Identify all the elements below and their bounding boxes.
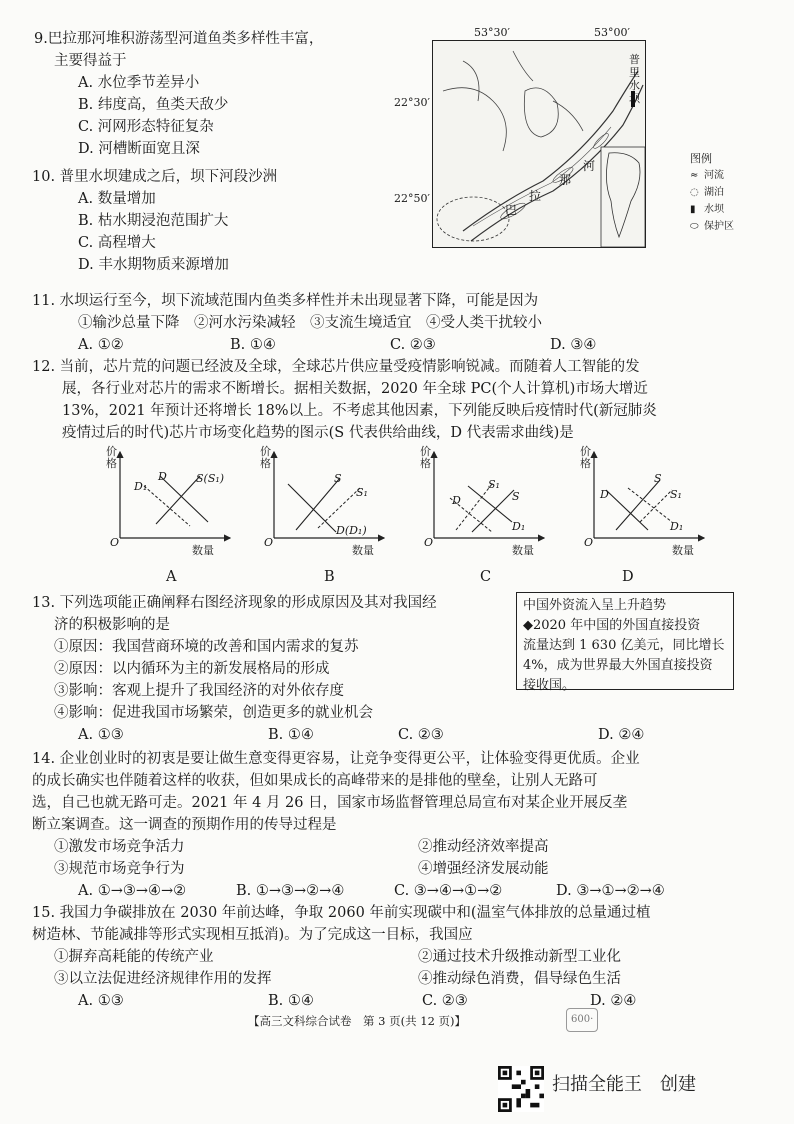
b-origin: O xyxy=(264,536,274,549)
q14-options xyxy=(62,880,665,902)
map-lat-bottom: 22°50′ xyxy=(394,192,430,205)
a-letter: A xyxy=(166,569,177,585)
question-12 xyxy=(32,356,657,444)
q11-stem: 11. 水坝运行至今，坝下流域范围内鱼类多样性并未出现显著下降，可能是因为 xyxy=(32,293,539,309)
fdi-box-line-1: ◆2020 年中国的外国直接投资 xyxy=(523,618,701,633)
q10-option-a: A. 数量增加 xyxy=(78,191,156,207)
q9-option-a: A. 水位季节差异小 xyxy=(78,75,200,91)
dam-symbol-icon: ▮ xyxy=(690,204,696,215)
c-qty: 数量 xyxy=(512,544,534,557)
c-origin: O xyxy=(424,536,434,549)
question-10 xyxy=(32,166,278,276)
q11-options xyxy=(62,334,596,356)
river-name-1: 河 xyxy=(583,159,596,173)
dam-label-4: 坝 xyxy=(629,92,640,105)
b-price-2: 格 xyxy=(260,457,271,470)
a-qty: 数量 xyxy=(192,544,214,557)
legend-river: ≈ 河流 xyxy=(690,167,734,184)
lake-symbol-icon: ◌ xyxy=(690,187,699,198)
q15-option-c: C. ②③ xyxy=(422,993,468,1009)
dam-label-2: 里 xyxy=(629,66,640,79)
page-footer: 【高三文科综合试卷 第 3 页(共 12 页)】 xyxy=(248,1014,467,1028)
fdi-box-line-3: 4%，成为世界最大外国直接投资 xyxy=(523,658,713,673)
q14-line-3: 选，自己也就无路可走。2021 年 4 月 26 日，国家市场监督管理总局宣布对某企业开展反垄 xyxy=(32,795,628,811)
c-s: S xyxy=(512,490,520,503)
d-qty: 数量 xyxy=(672,544,694,557)
diagram-d xyxy=(594,452,704,538)
q9-option-d: D. 河槽断面宽且深 xyxy=(78,141,200,157)
q14-items-row-2 xyxy=(54,858,665,880)
q15-option-b: B. ①④ xyxy=(268,993,314,1009)
q13-option-a: A. ①③ xyxy=(78,727,124,743)
legend-protected: ⬭ 保护区 xyxy=(690,218,734,235)
q14-line-1: 14. 企业创业时的初衷是要让做生意变得更容易，让竞争变得更公平，让体验变得更优质。企业 xyxy=(32,751,640,767)
fdi-info-box xyxy=(516,592,734,693)
q13-item-3: ③影响：客观上提升了我国经济的对外依存度 xyxy=(54,683,344,699)
question-14 xyxy=(32,748,665,902)
map-lon-right: 53°00′ xyxy=(594,26,630,39)
question-11 xyxy=(32,290,597,356)
question-9 xyxy=(34,28,324,160)
q11-option-b: B. ①④ xyxy=(230,337,276,353)
legend-dam: ▮ 水坝 xyxy=(690,201,734,218)
q9-stem-2: 主要得益于 xyxy=(54,53,127,69)
q10-option-d: D. 丰水期物质来源增加 xyxy=(78,257,229,273)
q10-option-c: C. 高程增大 xyxy=(78,235,156,251)
q12-line-1: 12. 当前，芯片荒的问题已经波及全球，全球芯片供应量受疫情影响锐减。而随着人工智能的发 xyxy=(32,359,640,375)
q11-items: ①输沙总量下降 ②河水污染减轻 ③支流生境适宜 ④受人类干扰较小 xyxy=(78,315,542,331)
c-letter: C xyxy=(480,569,492,585)
q15-line-1: 15. 我国力争碳排放在 2030 年前达峰，争取 2060 年前实现碳中和(温室气体排放的总量通过植 xyxy=(32,905,651,921)
legend-title: 图例 xyxy=(690,152,712,165)
d-s: S xyxy=(654,472,662,485)
q13-options xyxy=(62,724,644,746)
q15-option-a: A. ①③ xyxy=(78,993,124,1009)
q14-item-2: ②推动经济效率提高 xyxy=(418,839,549,855)
a-price-1: 价 xyxy=(106,445,117,458)
q13-stem-2: 济的积极影响的是 xyxy=(54,617,170,633)
q15-items-row-1 xyxy=(54,946,651,968)
d-letter: D xyxy=(622,569,634,585)
d-d1: D₁ xyxy=(670,520,684,533)
q11-option-d: D. ③④ xyxy=(550,337,597,353)
question-15 xyxy=(32,902,651,1012)
c-s1: S₁ xyxy=(488,478,500,491)
b-qty: 数量 xyxy=(352,544,374,557)
supply-demand-diagrams xyxy=(100,446,720,586)
scanner-brand: 扫描全能王 创建 xyxy=(552,1074,696,1095)
fdi-box-title: 中国外资流入呈上升趋势 xyxy=(523,598,667,613)
b-letter: B xyxy=(324,569,335,585)
river-name-2: 那 xyxy=(559,173,572,187)
q14-item-4: ④增强经济发展动能 xyxy=(418,861,549,877)
q15-item-3: ③以立法促进经济规律作用的发挥 xyxy=(54,971,272,987)
a-price-2: 格 xyxy=(106,457,117,470)
q15-options xyxy=(62,990,651,1012)
q9-option-c: C. 河网形态特征复杂 xyxy=(78,119,214,135)
q9-option-b: B. 纬度高，鱼类天敌少 xyxy=(78,97,229,113)
b-s: S xyxy=(334,472,342,485)
q12-line-4: 疫情过后的时代)芯片市场变化趋势的图示(S 代表供给曲线，D 代表需求曲线)是 xyxy=(62,425,574,441)
q13-option-c: C. ②③ xyxy=(398,727,444,743)
q15-line-2: 树造林、节能减排等形式实现相互抵消)。为了完成这一目标，我国应 xyxy=(32,927,473,943)
q14-option-c: C. ③→④→①→② xyxy=(394,883,503,899)
dam-label-3: 水 xyxy=(629,79,640,92)
c-d: D xyxy=(452,494,461,507)
fdi-box-line-4: 接收国。 xyxy=(523,678,576,693)
q14-item-1: ①激发市场竞争活力 xyxy=(54,839,185,855)
d-origin: O xyxy=(584,536,594,549)
q13-item-4: ④影响：促进我国市场繁荣，创造更多的就业机会 xyxy=(54,705,373,721)
river-symbol-icon: ≈ xyxy=(690,170,699,181)
q10-stem: 10. 普里水坝建成之后，坝下河段沙洲 xyxy=(32,169,278,185)
map-legend xyxy=(690,150,734,235)
b-s1: S₁ xyxy=(356,486,368,499)
q14-items-row-1 xyxy=(54,836,665,858)
a-ss1: S(S₁) xyxy=(196,472,225,485)
page-stamp: 600· xyxy=(566,1008,598,1032)
q14-option-a: A. ①→③→④→② xyxy=(78,883,187,899)
d-price-1: 价 xyxy=(580,445,591,458)
q15-option-d: D. ②④ xyxy=(590,993,637,1009)
river-map xyxy=(432,40,646,248)
q10-option-b: B. 枯水期浸泡范围扩大 xyxy=(78,213,229,229)
d-price-2: 格 xyxy=(580,457,591,470)
protected-area-symbol-icon: ⬭ xyxy=(690,221,699,232)
d-s1: S₁ xyxy=(670,488,682,501)
q13-item-2: ②原因：以内循环为主的新发展格局的形成 xyxy=(54,661,330,677)
q13-item-1: ①原因：我国营商环境的改善和国内需求的复苏 xyxy=(54,639,359,655)
q15-item-2: ②通过技术升级推动新型工业化 xyxy=(418,949,621,965)
c-price-1: 价 xyxy=(420,445,431,458)
q14-option-d: D. ③→①→②→④ xyxy=(556,883,665,899)
river-name-3: 拉 xyxy=(529,189,542,203)
b-price-1: 价 xyxy=(260,445,271,458)
a-d1: D₁ xyxy=(134,480,148,493)
q15-item-4: ④推动绿色消费，倡导绿色生活 xyxy=(418,971,621,987)
river-map-drawing xyxy=(433,41,645,247)
q11-option-c: C. ②③ xyxy=(390,337,436,353)
a-d: D xyxy=(158,470,167,483)
q15-items-row-2 xyxy=(54,968,651,990)
q9-stem-1: 9.巴拉那河堆积游荡型河道鱼类多样性丰富， xyxy=(34,31,324,47)
map-lon-left: 53°30′ xyxy=(474,26,510,39)
fdi-box-line-2: 流量达到 1 630 亿美元，同比增长 xyxy=(523,638,725,653)
c-price-2: 格 xyxy=(420,457,431,470)
d-d: D xyxy=(600,488,609,501)
q12-line-2: 展，各行业对芯片的需求不断增长。据相关数据，2020 年全球 PC(个人计算机)市场大增近 xyxy=(62,381,648,397)
q15-item-1: ①摒弃高耗能的传统产业 xyxy=(54,949,214,965)
river-name-4: 巴 xyxy=(505,203,518,217)
q11-option-a: A. ①② xyxy=(78,337,124,353)
q14-line-2: 的成长确实也伴随着这样的收获，但如果成长的高峰带来的是排他的壁垒，让别人无路可 xyxy=(32,773,598,789)
map-lat-top: 22°30′ xyxy=(394,96,430,109)
q13-option-b: B. ①④ xyxy=(268,727,314,743)
dam-label-1: 普 xyxy=(629,53,640,66)
b-dd1: D(D₁) xyxy=(336,524,367,537)
qr-code-icon xyxy=(498,1066,544,1112)
q14-line-4: 断立案调查。这一调查的预期作用的传导过程是 xyxy=(32,817,337,833)
c-d1: D₁ xyxy=(512,520,526,533)
q14-option-b: B. ①→③→②→④ xyxy=(236,883,345,899)
q13-stem-1: 13. 下列选项能正确阐释右图经济现象的形成原因及其对我国经 xyxy=(32,595,437,611)
a-origin: O xyxy=(110,536,120,549)
q12-line-3: 13%，2021 年预计还将增长 18%以上。不考虑其他因素，下列能反映后疫情时代(新冠肺炎 xyxy=(62,403,657,419)
q13-option-d: D. ②④ xyxy=(598,727,645,743)
legend-lake: ◌ 湖泊 xyxy=(690,184,734,201)
q14-item-3: ③规范市场竞争行为 xyxy=(54,861,185,877)
